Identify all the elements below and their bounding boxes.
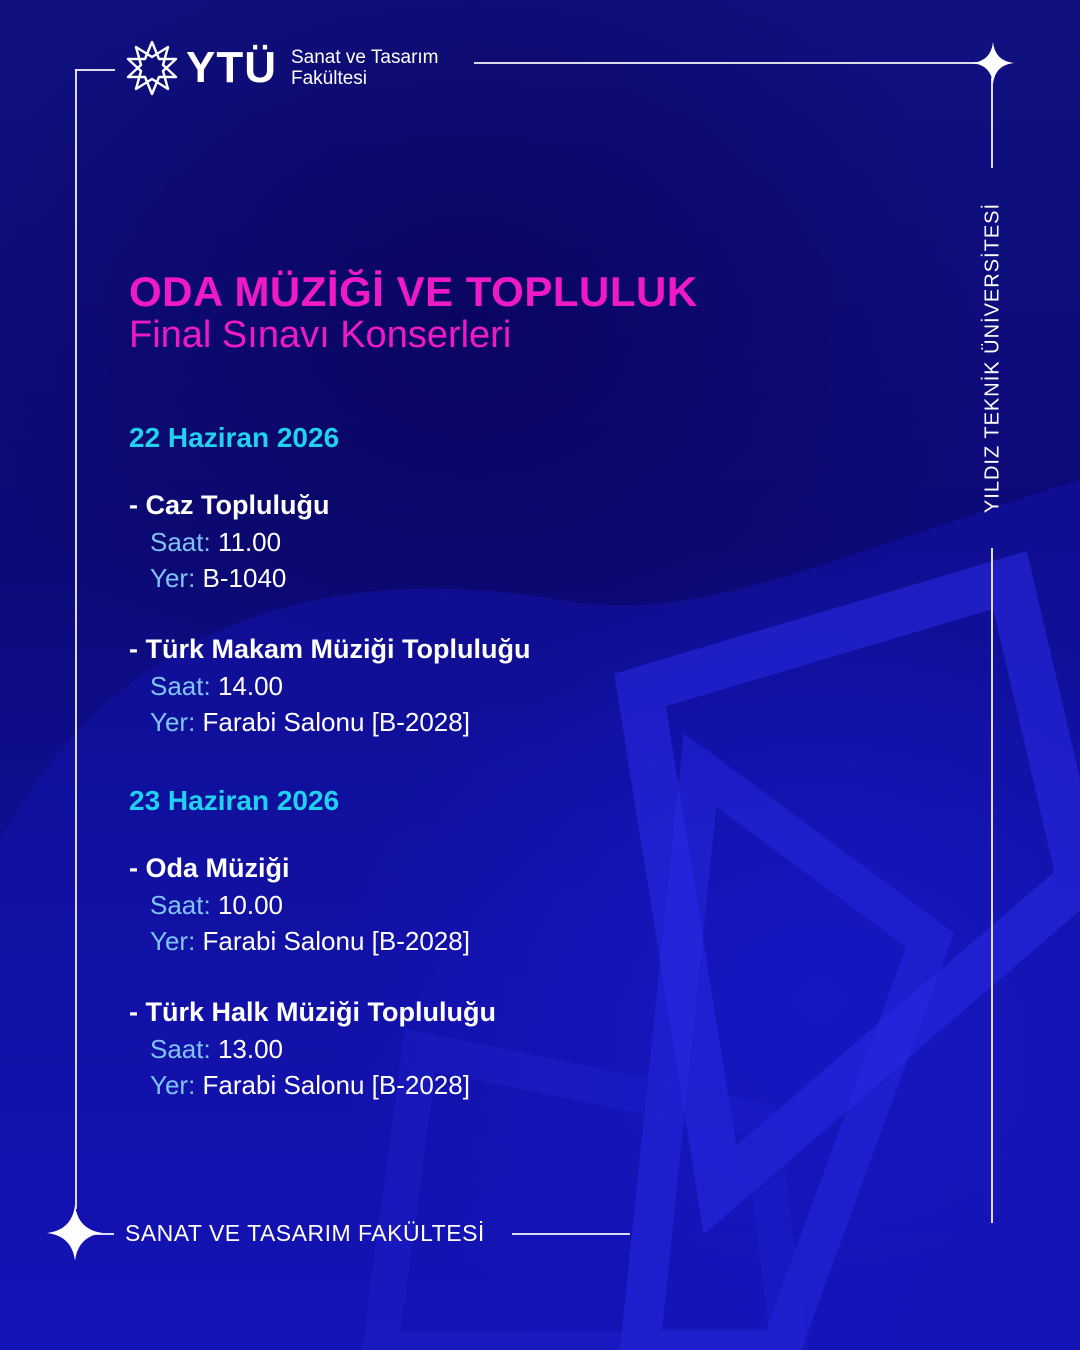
university-name-vertical: YILDIZ TEKNİK ÜNİVERSİTESİ <box>981 202 1004 514</box>
time-value: 11.00 <box>217 527 282 557</box>
event-name: - Türk Makam Müziği Topluluğu <box>129 634 531 664</box>
frame-top-left-line <box>75 69 115 71</box>
time-value: 14.00 <box>217 671 284 701</box>
sparkle-icon <box>47 1205 103 1261</box>
footer-faculty-name: SANAT VE TASARIM FAKÜLTESİ <box>125 1220 485 1246</box>
time-value: 10.00 <box>217 890 284 920</box>
faculty-logo <box>124 40 439 96</box>
frame-bottom-line <box>512 1233 630 1235</box>
event-place <box>150 707 470 738</box>
faculty-name-line2: Fakültesi <box>291 68 368 89</box>
faculty-name <box>291 47 439 89</box>
time-label: Saat: <box>150 527 211 557</box>
faculty-name-line1: Sanat ve Tasarım <box>291 47 439 68</box>
event-time <box>150 671 283 702</box>
time-label: Saat: <box>150 890 211 920</box>
time-value: 13.00 <box>217 1034 284 1064</box>
event-name: - Oda Müziği <box>129 853 290 883</box>
time-label: Saat: <box>150 1034 211 1064</box>
event-time <box>150 890 283 921</box>
frame-top-right-line <box>474 62 979 64</box>
event-name: - Türk Halk Müziği Topluluğu <box>129 997 496 1027</box>
frame-left-line <box>75 69 77 1209</box>
place-label: Yer: <box>150 563 196 593</box>
event-name: - Caz Topluluğu <box>129 490 330 520</box>
star-logo-icon <box>124 40 180 96</box>
page-subtitle: Final Sınavı Konserleri <box>129 314 512 356</box>
frame-right-upper-line <box>991 78 993 168</box>
sparkle-icon <box>972 42 1014 84</box>
time-label: Saat: <box>150 671 211 701</box>
place-value: Farabi Salonu [B-2028] <box>202 1070 470 1100</box>
event-place <box>150 1070 470 1101</box>
page-title: ODA MÜZİĞİ VE TOPLULUK <box>129 268 698 315</box>
event-time <box>150 1034 283 1065</box>
date-heading: 23 Haziran 2026 <box>129 785 340 816</box>
place-label: Yer: <box>150 926 196 956</box>
place-value: Farabi Salonu [B-2028] <box>202 707 470 737</box>
frame-right-lower-line <box>991 548 993 1223</box>
place-value: Farabi Salonu [B-2028] <box>202 926 470 956</box>
place-label: Yer: <box>150 707 196 737</box>
place-value: B-1040 <box>202 563 287 593</box>
date-heading: 22 Haziran 2026 <box>129 422 340 453</box>
logo-ytu-text: YTÜ <box>186 43 277 92</box>
event-time <box>150 527 281 558</box>
event-place <box>150 926 470 957</box>
place-label: Yer: <box>150 1070 196 1100</box>
event-place <box>150 563 286 594</box>
